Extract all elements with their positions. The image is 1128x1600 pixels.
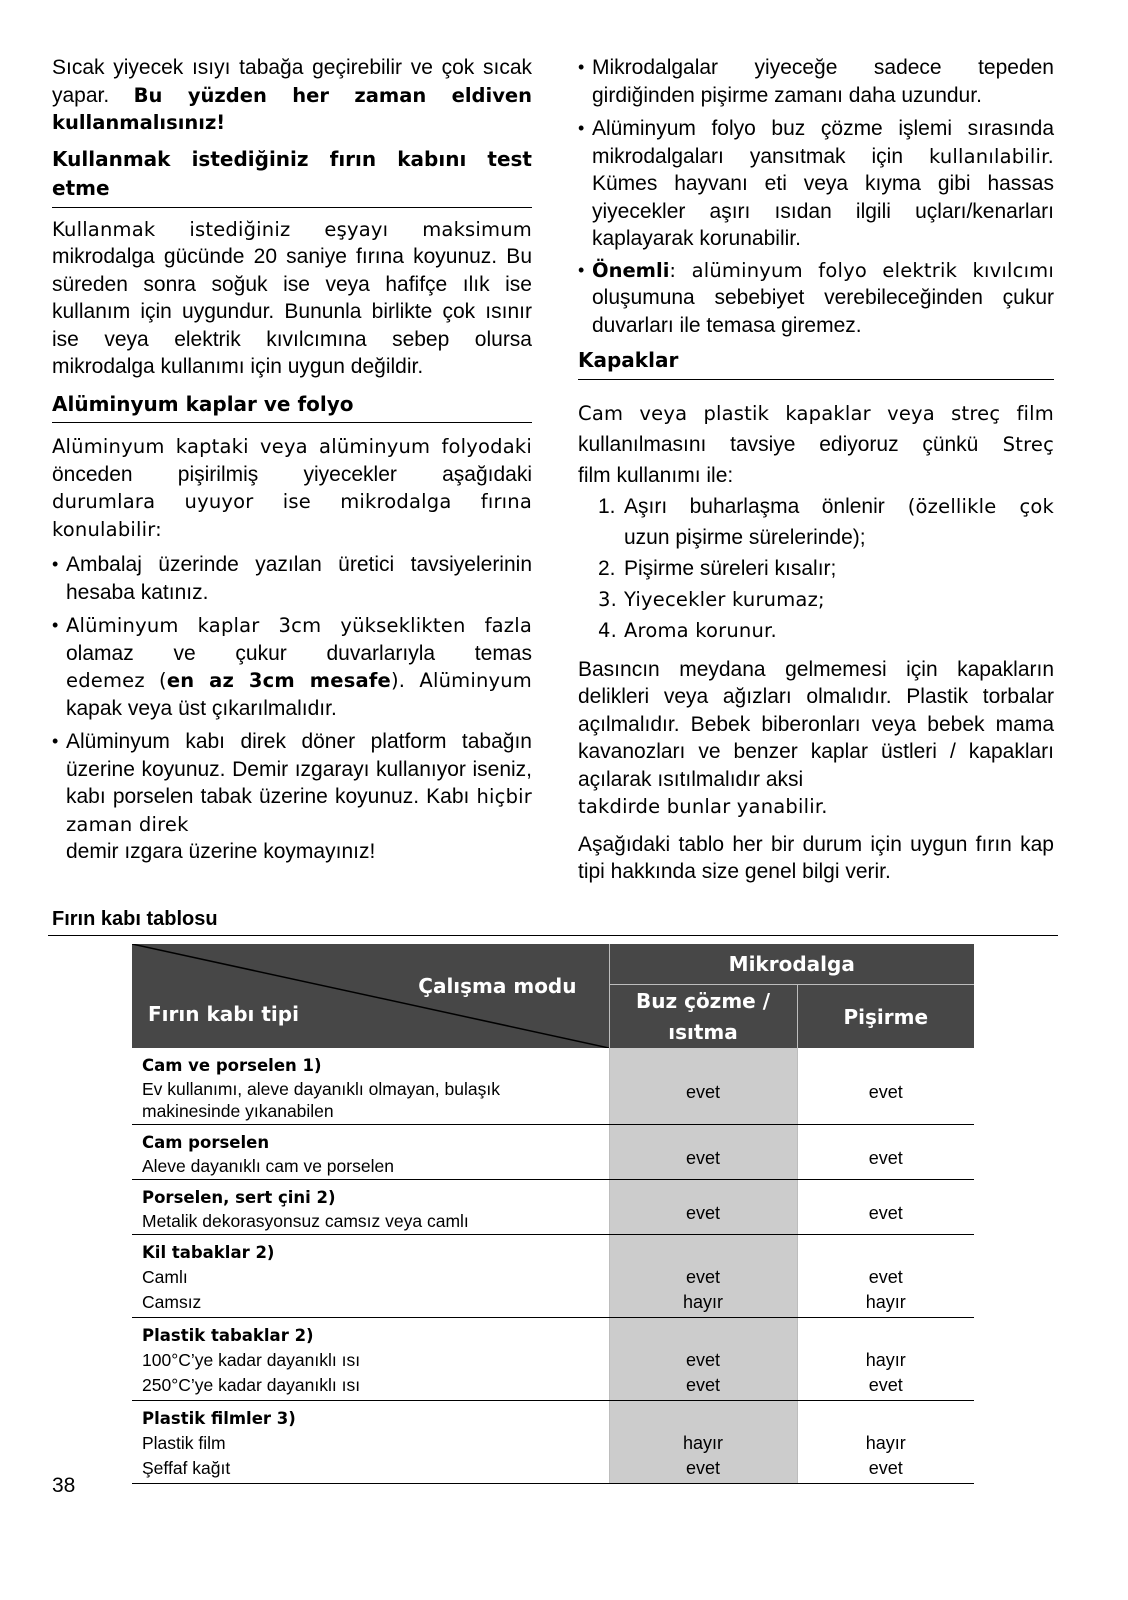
suitability-value: hayır: [865, 1292, 906, 1312]
dish-subtype: Aleve dayanıklı cam ve porselen: [142, 1156, 394, 1176]
table-intro-paragraph: Aşağıdaki tablo her bir durum için uygun fırın kap tipi hakkında size genel bilgi verir.: [578, 832, 1054, 883]
suitability-value: evet: [868, 1375, 903, 1395]
cooking-value-cell: [797, 1125, 974, 1180]
defrost-header: Buz çözme / ısıtma: [609, 985, 797, 1049]
suitability-value: evet: [685, 1350, 721, 1370]
suitability-value: hayır: [865, 1433, 906, 1453]
dish-type-cell: [132, 1125, 609, 1180]
cooking-value-cell: [797, 1180, 974, 1235]
lids-paragraph-line1: Cam veya plastik kapaklar veya streç film: [578, 401, 1054, 425]
mode-label: Çalışma modu: [418, 974, 577, 998]
dish-type-cell: [132, 1318, 609, 1401]
suitability-value: evet: [868, 1081, 903, 1102]
suitability-value: evet: [868, 1147, 903, 1168]
table-row: [132, 1235, 974, 1318]
oven-dish-table: [132, 944, 974, 1484]
microwave-group-header: Mikrodalga: [609, 944, 974, 985]
list-item: 4. Aroma korunur.: [598, 618, 777, 642]
dish-subtype: 250°C’ye kadar dayanıklı ısı: [142, 1375, 361, 1395]
list-item: 3. Yiyecekler kurumaz;: [598, 587, 825, 611]
defrost-value-cell: [609, 1401, 797, 1484]
suitability-value: evet: [868, 1267, 903, 1287]
right-bullet-3: • Önemli: alüminyum folyo elektrik kıvılcımı oluşumuna sebebiyet verebileceğinden çukur duvarları ile temasa giremez.: [578, 258, 1054, 337]
lids-paragraph-line2: kullanılmasını tavsiye ediyoruz çünkü Streç: [578, 432, 1054, 456]
suitability-value: hayır: [682, 1292, 724, 1312]
defrost-value-cell: [609, 1048, 797, 1125]
suitability-value: hayır: [865, 1350, 906, 1370]
test-heading-block: [52, 145, 532, 208]
lids-paragraph-line3: film kullanımı ile:: [578, 463, 734, 487]
suitability-value: evet: [685, 1267, 721, 1287]
cooking-value-cell: [797, 1401, 974, 1484]
table-row: [132, 1048, 974, 1125]
lids-heading: Kapaklar: [578, 348, 679, 372]
dish-category-title: Plastik filmler 3): [142, 1409, 296, 1428]
test-heading: Kullanmak istediğiniz fırın kabını test etme: [52, 146, 532, 200]
test-paragraph: mikrodalga gücünde 20 saniye fırına koyunuz. Bu süreden sonra soğuk ise veya hafifçe ılık ise kullanım için uygundur. Bununla birlikte çok ısınır ise veya elektrik kıvılcımına sebep olursa mikrodalga kullanımı için uygun değildir.: [52, 245, 532, 378]
dish-category-title: Plastik tabaklar 2): [142, 1326, 314, 1345]
bullet-dot-icon: •: [52, 554, 59, 574]
aluminium-paragraph-line3: durumlara uyuyor ise mikrodalga fırına konulabilir:: [52, 490, 532, 541]
page-number: 38: [52, 1474, 76, 1497]
aluminium-heading: Alüminyum kaplar ve folyo: [52, 391, 354, 416]
defrost-value-cell: [609, 1235, 797, 1318]
table-row: [132, 1318, 974, 1401]
dish-category-title: Cam porselen: [142, 1133, 270, 1152]
bullet-dot-icon: •: [52, 731, 59, 751]
table-corner-header: [132, 944, 609, 1048]
dish-type-cell: [132, 1235, 609, 1318]
aluminium-paragraph-line1: Alüminyum kaptaki veya alüminyum folyodaki: [52, 435, 532, 458]
list-item: 1. Aşırı buharlaşma önlenir (özellikle çok uzun pişirme sürelerinde);: [598, 494, 1054, 549]
right-bullet-2: • Alüminyum folyo buz çözme işlemi sırasında mikrodalgaları yansıtmak için kullanılabilir. Kümes hayvanı eti veya kıyma gibi hassas yiyecekler aşırı ısıdan ilgili uçları/kenarları kaplayarak korunabilir.: [578, 117, 1054, 250]
dish-type-cell: [132, 1180, 609, 1235]
cooking-value-cell: [797, 1235, 974, 1318]
dish-category-title: Porselen, sert çini 2): [142, 1188, 336, 1207]
dish-subtype: Ev kullanımı, aleve dayanıklı olmayan, bulaşık makinesinde yıkanabilen: [142, 1079, 500, 1121]
bullet-dot-icon: •: [52, 615, 59, 635]
dish-category-title: Kil tabaklar 2): [142, 1243, 275, 1262]
defrost-value-cell: [609, 1318, 797, 1401]
right-column: [578, 54, 1054, 886]
bullet-dot-icon: •: [578, 57, 585, 77]
min-distance-text: en az 3cm mesafe: [166, 669, 391, 692]
table-body: [132, 1048, 974, 1484]
dish-subtype: Camsız: [142, 1292, 202, 1312]
suitability-value: hayır: [682, 1433, 724, 1453]
right-bullet-1: • Mikrodalgalar yiyeceğe sadece tepeden girdiğinden pişirme zamanı daha uzundur.: [578, 56, 1054, 107]
lids-benefit-list: [598, 491, 1054, 646]
table-title-rule: [48, 935, 1058, 936]
aluminium-heading-block: [52, 391, 532, 424]
bullet-dot-icon: •: [578, 118, 585, 138]
dish-subtype: Metalik dekorasyonsuz camsız veya camlı: [142, 1211, 469, 1231]
table-title: Fırın kabı tablosu: [52, 908, 218, 930]
test-paragraph-line1: Kullanmak istediğiniz eşyayı maksimum: [52, 217, 532, 241]
aluminium-bullet-3: • Alüminyum kabı direk döner platform tabağın üzerine koyunuz. Demir ızgarayı kullanıyor iseniz, kabı porselen tabak üzerine koyunuz. Kabı hiçbir zaman direk demir ızgara üzerine koymayınız!: [52, 730, 532, 863]
defrost-value-cell: [609, 1125, 797, 1180]
important-label: Önemli: [592, 258, 670, 282]
dish-type-cell: [132, 1048, 609, 1125]
suitability-value: evet: [685, 1202, 721, 1223]
defrost-value-cell: [609, 1180, 797, 1235]
suitability-value: evet: [685, 1375, 721, 1395]
dish-subtype: Camlı: [142, 1267, 188, 1287]
suitability-value: evet: [685, 1081, 721, 1102]
table-row: [132, 1401, 974, 1484]
cooking-header: Pişirme: [797, 985, 974, 1049]
suitability-value: evet: [868, 1202, 903, 1223]
aluminium-bullet-1: • Ambalaj üzerinde yazılan üretici tavsiyelerinin hesaba katınız.: [52, 553, 532, 604]
dish-type-cell: [132, 1401, 609, 1484]
table-row: [132, 1180, 974, 1235]
cooking-value-cell: [797, 1318, 974, 1401]
left-column: [52, 54, 532, 866]
suitability-value: evet: [868, 1458, 903, 1478]
aluminium-bullet-2: • Alüminyum kaplar 3cm yükseklikten fazla olamaz ve çukur duvarlarıyla temas edemez (en az 3cm mesafe). Alüminyum kapak veya üst çıkarılmalıdır.: [52, 614, 532, 720]
dish-subtype: Şeffaf kağıt: [142, 1458, 231, 1478]
table-row: [132, 1125, 974, 1180]
dish-subtype: 100°C’ye kadar dayanıklı ısı: [142, 1350, 361, 1370]
intro-paragraph: Sıcak yiyecek ısıyı tabağa geçirebilir ve çok sıcak yapar. Bu yüzden her zaman eldiven kullanmalısınız!: [52, 56, 533, 134]
pressure-paragraph: Basıncın meydana gelmemesi için kapakların delikleri veya ağızları olmalıdır. Plastik torbalar açılmalıdır. Bebek biberonları veya bebek mama kavanozları ve benzer kaplar üstleri / kapakları açılarak ısıtılmalıdır aksi: [578, 657, 1054, 791]
bullet-dot-icon: •: [578, 259, 585, 280]
dish-category-title: Cam ve porselen 1): [142, 1056, 322, 1075]
lids-heading-block: [578, 347, 1054, 380]
cooking-value-cell: [797, 1048, 974, 1125]
aluminium-paragraph-line2: önceden pişirilmiş yiyecekler aşağıdaki: [52, 462, 532, 486]
gloves-warning: Bu yüzden her zaman eldiven kullanmalısınız!: [52, 83, 533, 134]
list-item: 2. Pişirme süreleri kısalır;: [598, 556, 837, 580]
suitability-value: evet: [685, 1458, 721, 1478]
suitability-value: evet: [685, 1147, 721, 1168]
dish-type-label: Fırın kabı tipi: [148, 1002, 299, 1026]
pressure-paragraph-end: takdirde bunlar yanabilir.: [578, 795, 828, 818]
dish-subtype: Plastik film: [142, 1433, 226, 1453]
